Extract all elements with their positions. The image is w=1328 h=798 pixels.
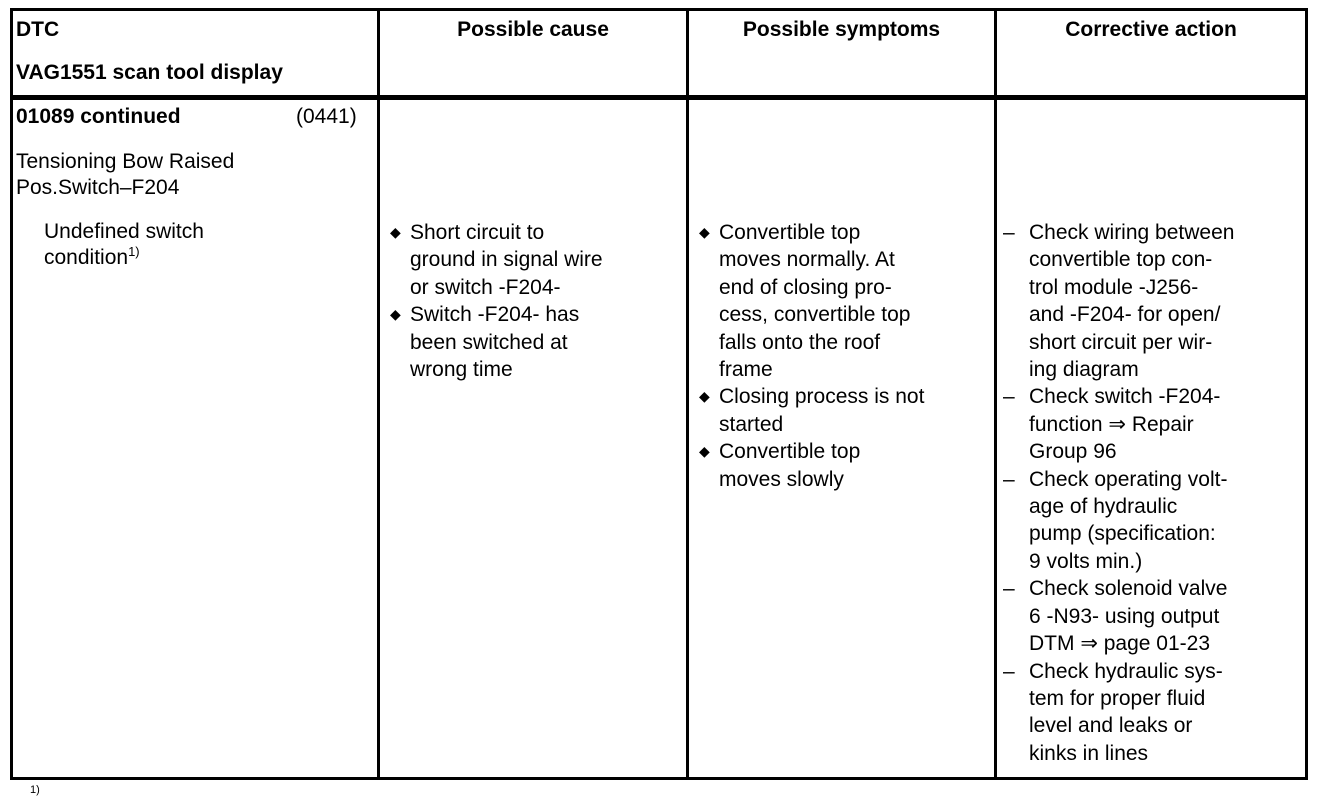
action-item-marker: –	[1003, 659, 1015, 683]
symptom-item-marker: ◆	[699, 388, 710, 405]
symptom-item-text-line: Closing process is not	[719, 385, 925, 409]
action-item	[997, 466, 1234, 576]
action-item-text-line: pump (specification:	[1029, 522, 1216, 546]
cause-item-text-line: Switch -F204- has	[410, 303, 580, 327]
symptom-item	[697, 219, 924, 383]
action-item-text-line: tem for proper fluid	[1029, 686, 1206, 710]
symptom-item-text-line: started	[719, 412, 784, 436]
symptom-item-text-line: Convertible top	[719, 440, 861, 464]
symptom-item-text-line: moves normally. At	[719, 248, 895, 272]
action-item-text-line: DTM ⇒ page 01-23	[1029, 632, 1211, 656]
action-item-text-line: Check solenoid valve	[1029, 577, 1228, 601]
table-border-right	[1305, 8, 1308, 780]
possible-causes-list	[388, 219, 603, 383]
fault-text: condition	[44, 246, 129, 269]
header-possible-cause: Possible cause	[457, 18, 609, 41]
component-name-line1: Tensioning Bow Raised	[16, 150, 235, 173]
header-corrective-action: Corrective action	[1065, 18, 1237, 41]
component-name-line2: Pos.Switch–F204	[16, 176, 180, 199]
cause-item-text-line: been switched at	[410, 330, 568, 354]
header-divider	[10, 95, 1308, 100]
possible-symptoms-list	[697, 219, 924, 493]
action-item-text-line: level and leaks or	[1029, 714, 1193, 738]
fault-text-line1: Undefined switch	[44, 220, 204, 243]
action-item	[997, 219, 1234, 383]
table-border-bottom	[10, 777, 1308, 780]
symptom-item-text-line: cess, convertible top	[719, 303, 911, 327]
cause-item-text-line: wrong time	[410, 358, 513, 382]
dtc-code-ref: (0441)	[296, 105, 357, 128]
header-possible-symptoms: Possible symptoms	[742, 18, 941, 41]
header-scan-tool-display: VAG1551 scan tool display	[16, 61, 283, 84]
cause-item-text-line: ground in signal wire	[410, 248, 603, 272]
action-item-text-line: kinks in lines	[1029, 741, 1149, 765]
table-border-left	[10, 8, 13, 780]
action-item-text-line: trol module -J256-	[1029, 275, 1199, 299]
header-dtc: DTC	[16, 18, 60, 41]
symptom-item-text-line: moves slowly	[719, 467, 844, 491]
action-item-text-line: Check switch -F204-	[1029, 385, 1221, 409]
cause-item-text-line: Short circuit to	[410, 221, 545, 244]
symptom-item-text-line: end of closing pro-	[719, 275, 892, 299]
column-divider-1	[377, 8, 380, 780]
action-item-text-line: and -F204- for open/	[1029, 303, 1221, 327]
action-item	[997, 658, 1234, 768]
cause-item-marker: ◆	[390, 224, 401, 240]
cause-item-marker: ◆	[390, 306, 401, 323]
action-item-text-line: short circuit per wir-	[1029, 330, 1213, 354]
action-item-text-line: Group 96	[1029, 440, 1117, 464]
action-item-text-line: 6 -N93- using output	[1029, 604, 1220, 628]
footnote-marker: 1)	[30, 784, 40, 796]
action-item-text-line: function ⇒ Repair	[1029, 412, 1194, 436]
symptom-item-marker: ◆	[699, 443, 710, 460]
action-item-marker: –	[1003, 577, 1015, 601]
action-item-text-line: Check hydraulic sys-	[1029, 659, 1223, 683]
action-item-marker: –	[1003, 221, 1015, 244]
action-item-marker: –	[1003, 467, 1015, 491]
action-item-marker: –	[1003, 385, 1015, 409]
fault-footnote-ref: 1)	[128, 244, 140, 259]
cause-item-text-line: or switch -F204-	[410, 275, 561, 299]
action-item-text-line: Check wiring between	[1029, 221, 1235, 244]
column-divider-2	[686, 8, 689, 780]
action-item-text-line: age of hydraulic	[1029, 495, 1178, 519]
fault-text-line2	[44, 245, 140, 271]
table-border-top	[10, 8, 1308, 11]
symptom-item-text-line: frame	[719, 358, 773, 382]
action-item	[997, 383, 1234, 465]
symptom-item-text-line: Convertible top	[719, 221, 861, 244]
symptom-item	[697, 383, 924, 438]
cause-item	[388, 219, 603, 301]
action-item-text-line: convertible top con-	[1029, 248, 1213, 272]
symptom-item-text-line: falls onto the roof	[719, 330, 881, 354]
action-item-text-line: ing diagram	[1029, 358, 1139, 382]
action-item-text-line: 9 volts min.)	[1029, 549, 1143, 573]
dtc-code: 01089 continued	[16, 105, 181, 128]
symptom-item-marker: ◆	[699, 224, 710, 240]
cause-item	[388, 301, 603, 383]
corrective-actions-list	[997, 219, 1234, 767]
symptom-item	[697, 438, 924, 493]
action-item	[997, 575, 1234, 657]
action-item-text-line: Check operating volt-	[1029, 467, 1228, 491]
